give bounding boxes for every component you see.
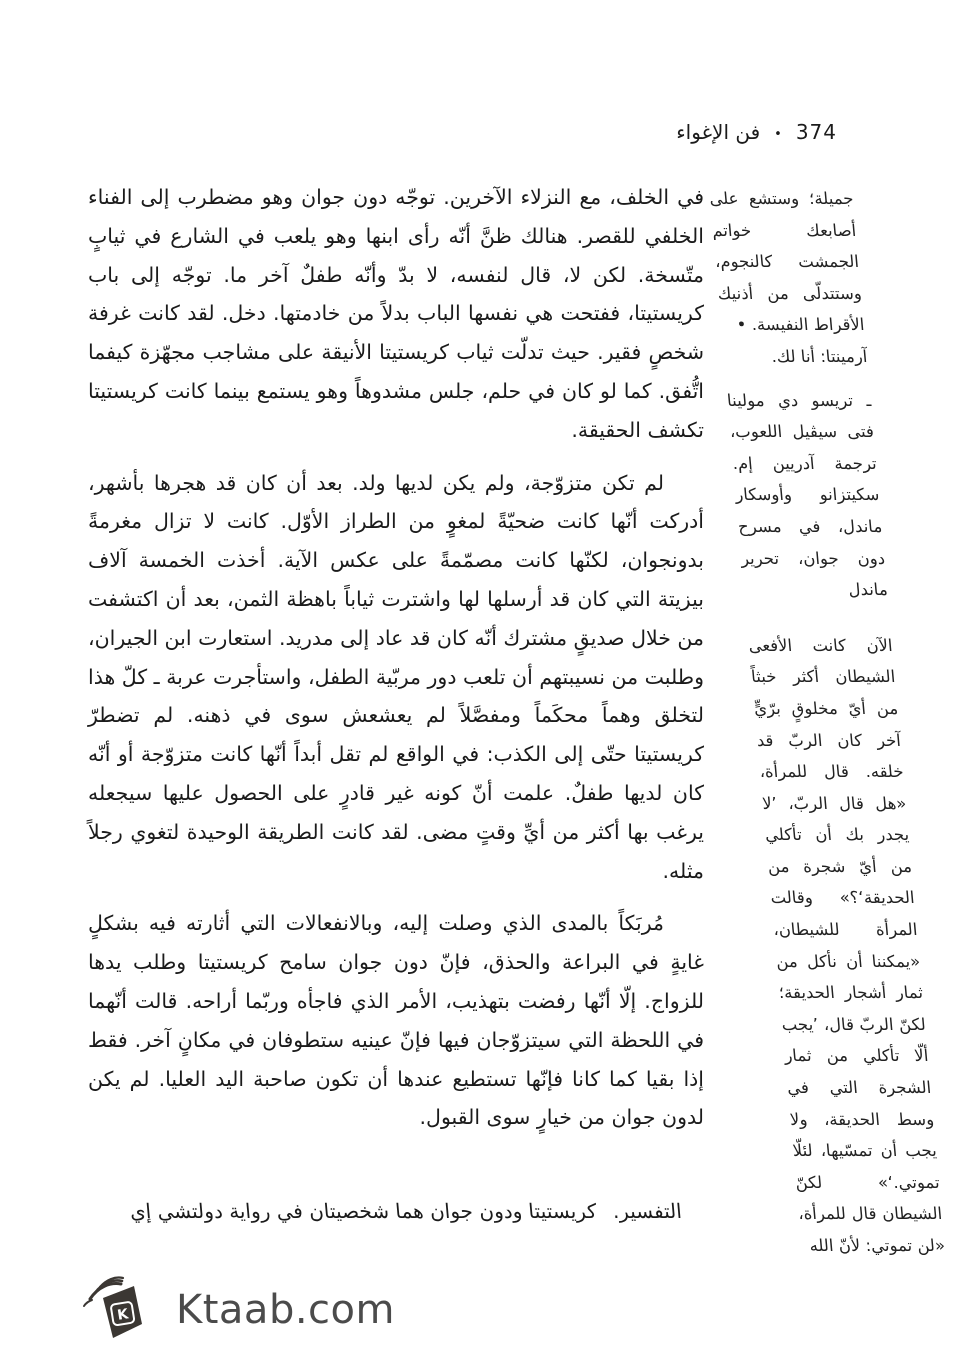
watermark-site-name: Ktaab.com bbox=[176, 1287, 395, 1333]
interpretation-paragraph bbox=[88, 1192, 707, 1230]
open-book-logo-icon bbox=[82, 1272, 160, 1348]
body-paragraph-1: في الخلف، مع النزلاء الآخرين. توجّه دون جوان وهو مضطرب إلى الفناء الخلفي للقصر. هنالك ظنَّ أنّه رأى ابنها وهو يلعب في الشارع في ثيابٍ متّسخة. لكن لا، قال لنفسه، لا بدّ وأنّه طفلٌ آخر ما. توجّه إلى باب كريستيتا، ففتحت هي نفسها الباب بدلاً من خادمتها. دخل. لقد كانت غرفة شخصٍ فقير. حيث تدلّت ثياب كريستيتا الأنيقة على مشاجب مجهّزة كيفما اتُّفق. كما لو كان في حلم، جلس مشدوهاً وهو يستمع بينما كانت كريستيتا تكشف الحقيقة. bbox=[88, 185, 704, 442]
main-text-column bbox=[88, 178, 704, 1151]
watermark bbox=[82, 1272, 395, 1348]
margin-quote-poem bbox=[708, 183, 869, 373]
header-bullet-separator: • bbox=[774, 126, 782, 142]
logo-letter: K bbox=[116, 1306, 130, 1324]
book-title: فن الإغواء bbox=[676, 120, 761, 144]
margin-quote-attribution: ـ تريسو دي مولينا فتى سيڤيل اللعوب، ترجمة آدريين إم. سكيتزانو وأوسكار ماندل، في مسرح دون جوان، تحرير ماندل bbox=[726, 390, 889, 600]
running-head bbox=[676, 120, 837, 144]
interpretation-text: كريستيتا ودون جوان هما شخصيتان في رواية دولتشي إي bbox=[128, 1199, 598, 1223]
body-paragraph-3: مُربَكاً بالمدى الذي وصلت إليه، وبالانفعالات التي أثارته فيه بشكلٍ غايةٍ في البراعة والحذق، فإنّ دون جوان سامح كريستيتا وطلب يدها للزواج. إلّا أنّها رفضت بتهذيب، الأمر الذي فاجأه وربّما أراحه. قالت أنّهما في اللحظة التي سيتزوّجان فيها فإنّ عينيه ستطوفان في مكانٍ آخر. فقط إذا بقيا كما كانا فإنّها تستطيع عندها أن تكون صاحبة اليد العليا. لم يكن لدون جوان من خيارٍ سوى القبول. bbox=[88, 911, 704, 1130]
poem-quote-text: جميلة؛ وستشع على أصابعك خواتم الجمشت كالنجوم، وستتدلّى من أذنيك الأقراط النفيسة. • bbox=[708, 189, 866, 335]
margin-quotes-column bbox=[708, 183, 947, 1274]
margin-quote-genesis: الآن كانت الأفعى الشيطان أكثر خبثاً من أيّ مخلوقٍ برّيٍّ آخر كان الربّ قد خلقه. قال للمرأة، «هل قال الربّ، ’لا يجدر بك أن تأكلي من أيّ شجرة من الحديقة‘؟» وقالت المرأة للشيطان، «يمكننا أن نأكل من ثمار أشجار الحديقة؛ لكنّ الربّ قال، ’يجب ألّا تأكلي من ثمار الشجرة التي في وسط الحديقة، ولا يجب أن تمسّيها، لئلّا تموتي.‘» لكنّ الشيطان قال للمرأة، «لن تموتي: لأنّ الله bbox=[747, 635, 946, 1255]
page-number: 374 bbox=[795, 120, 837, 144]
poem-quote-last-line: آرمينتا: أنا لك. bbox=[770, 346, 869, 366]
interpretation-lead: التفسير. bbox=[611, 1199, 683, 1223]
body-paragraph-2: لم تكن متزوّجة، ولم يكن لديها ولد. بعد أن كان قد هجرها بأشهر، أدركت أنّها كانت ضحيّةً لمغوٍ من الطراز الأوّل. كانت لا تزال مغرمةً بدونجوان، لكنّها كانت مصمّمةً على عكس الآية. أخذت الخمسة آلاف بيزيتة التي كان قد أرسلها لها واشترت ثياباً باهظة الثمن، بعد أن اكتشفت من خلال صديقٍ مشترك أنّه كان قد عاد إلى مدريد. استعارت ابن الجيران، وطلبت من نسيبتهم أن تلعب دور مربّية الطفل، واستأجرت عربة ـ كلّ هذا لتخلق وهماً محكَماً ومفصَّلاً لم يعشعش سوى في ذهنه. لم تضطرّ كريستيتا حتّى إلى الكذب: في الواقع لم تقل أبداً أنّها كانت متزوّجة أو أنّه كان لديها طفلٌ. علمت أنّ كونه غير قادرٍ على الحصول عليها سيجعله يرغب بها أكثر من أيِّ وقتٍ مضى. لقد كانت الطريقة الوحيدة لتغوي رجلاً مثله. bbox=[88, 470, 704, 883]
